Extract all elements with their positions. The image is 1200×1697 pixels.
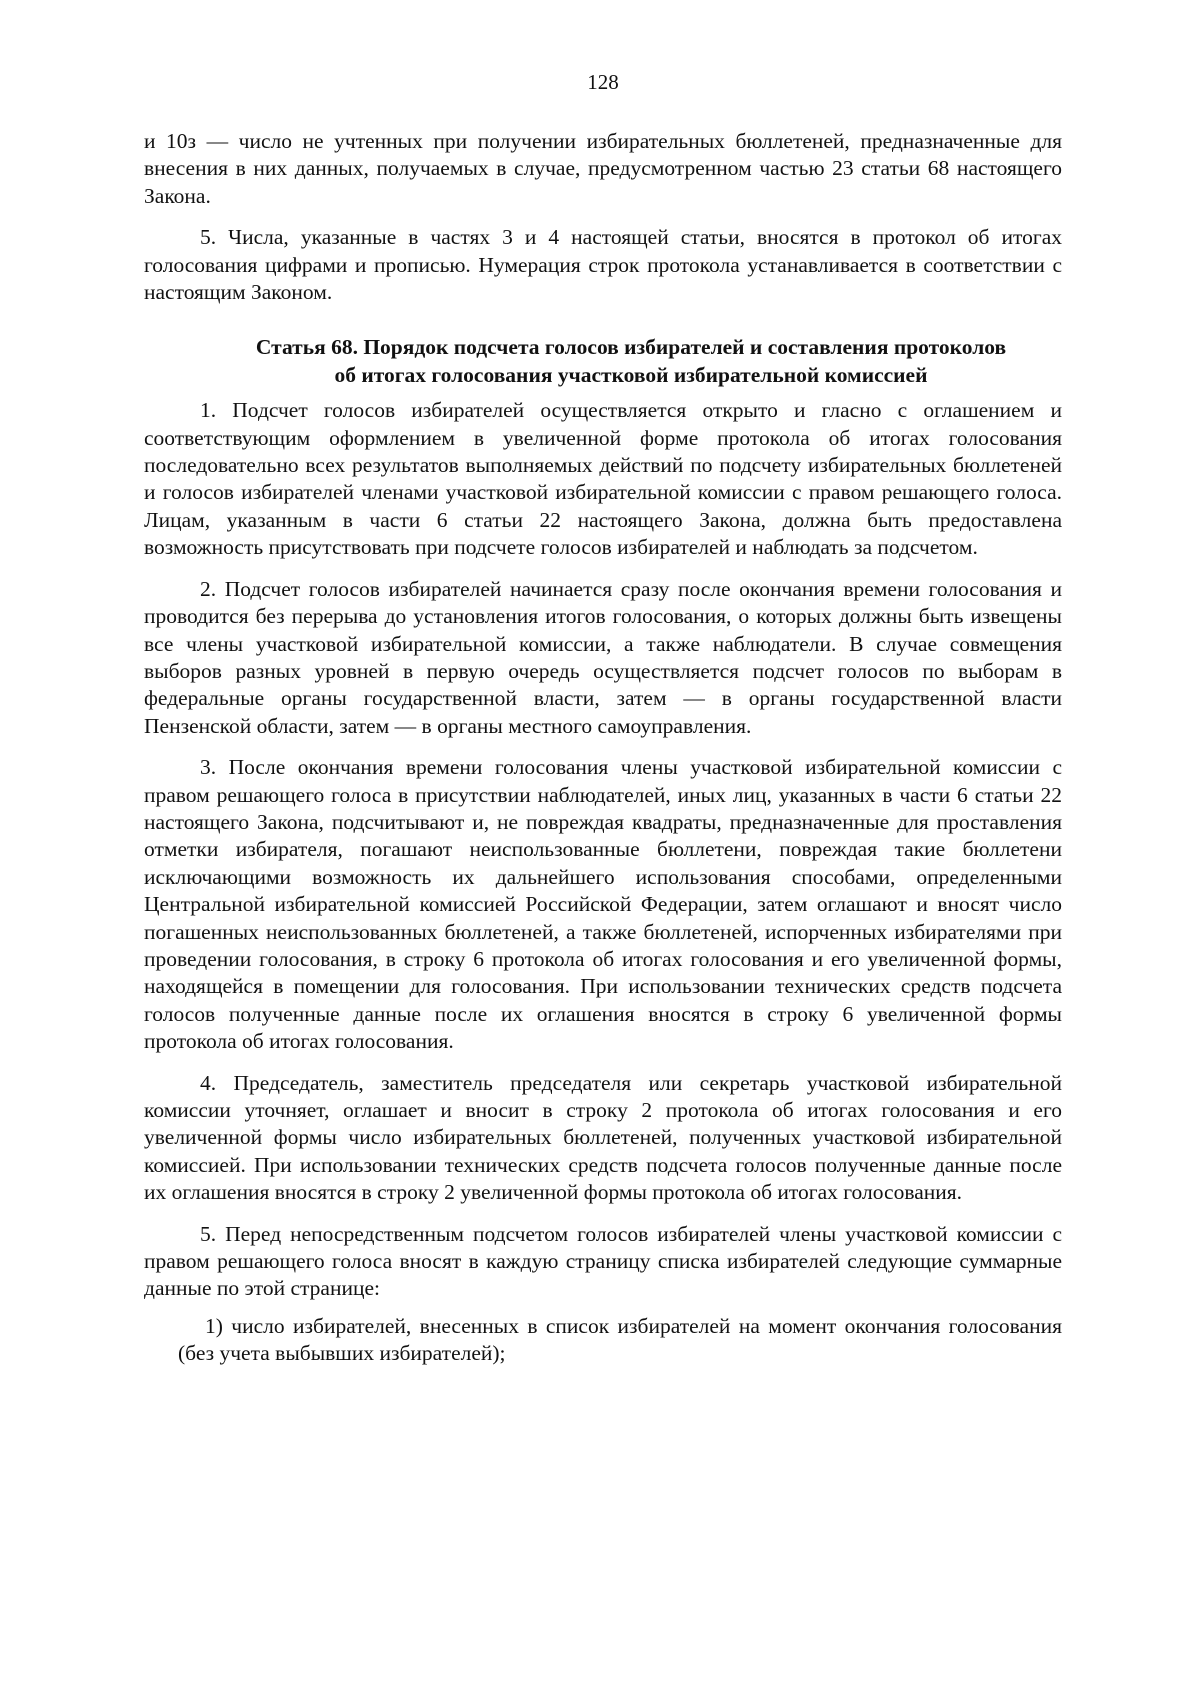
article-title-line-1: Статья 68. Порядок подсчета голосов избирателей и составления протоколов — [255, 335, 1007, 360]
list-item-1: 1) число избирателей, внесенных в список избирателей на момент окончания голосования (без учета выбывших избирателей); — [178, 1313, 1062, 1366]
article-paragraph-5: 5. Перед непосредственным подсчетом голосов избирателей члены участковой комиссии с правом решающего голоса вносят в каждую страницу списка избирателей следующие суммарные данные по этой странице: — [144, 1221, 1062, 1301]
document-page — [144, 70, 1062, 1368]
intro-paragraph-2: 5. Числа, указанные в частях 3 и 4 настоящей статьи, вносятся в протокол об итогах голосования цифрами и прописью. Нумерация строк протокола устанавливается в соответствии с настоящим Законом. — [144, 225, 1062, 305]
intro-paragraph-1: и 10з — число не учтенных при получении избирательных бюллетеней, предназначенные для внесения в них данных, получаемых в случае, предусмотренном частью 23 статьи 68 настоящего Закона. — [144, 129, 1062, 208]
article-paragraph-2: 2. Подсчет голосов избирателей начинается сразу после окончания времени голосования и проводится без перерыва до установления итогов голосования, о которых должны быть извещены все члены участковой избирательной комиссии, а также наблюдатели. В случае совмещения выборов разных уровней в первую очередь осуществляется подсчет голосов по выборам в федеральные органы государственной власти, затем — в органы государственной власти Пензенской области, затем — в органы местного самоуправления. — [144, 576, 1062, 738]
article-heading — [144, 334, 1062, 389]
article-title-line-2: об итогах голосования участковой избирательной комиссией — [334, 362, 928, 387]
article-paragraph-4: 4. Председатель, заместитель председателя или секретарь участковой избирательной комиссии уточняет, оглашает и вносит в строку 2 протокола об итогах голосования и его увеличенной формы число избирательных бюллетеней, полученных участковой избирательной комиссией. При использовании технических средств подсчета голосов полученные данные после их оглашения вносятся в строку 2 увеличенной формы протокола об итогах голосования. — [144, 1070, 1062, 1205]
article-paragraph-3: 3. После окончания времени голосования члены участковой избирательной комиссии с правом решающего голоса в присутствии наблюдателей, иных лиц, указанных в части 6 статьи 22 настоящего Закона, подсчитывают и, не повреждая квадраты, предназначенные для проставления отметки избирателя, погашают неиспользованные бюллетени, повреждая такие бюллетени исключающими возможность их дальнейшего использования способами, определенными Центральной избирательной комиссией Российской Федерации, затем оглашают и вносят число погашенных неиспользованных бюллетеней, а также бюллетеней, испорченных избирателями при проведении голосования, в строку 6 протокола об итогах голосования и его увеличенной формы, находящейся в помещении для голосования. При использовании технических средств подсчета голосов полученные данные после их оглашения вносятся в строку 6 увеличенной формы протокола об итогах голосования. — [144, 755, 1062, 1054]
article-paragraph-1: 1. Подсчет голосов избирателей осуществляется открыто и гласно с оглашением и соответствующим оформлением в увеличенной форме протокола об итогах голосования последовательно всех результатов выполняемых действий по подсчету избирательных бюллетеней и голосов избирателей членами участковой избирательной комиссии с правом решающего голоса. Лицам, указанным в части 6 статьи 22 настоящего Закона, должна быть предоставлена возможность присутствовать при подсчете голосов избирателей и наблюдать за подсчетом. — [144, 398, 1062, 560]
page-number: 128 — [587, 70, 619, 94]
